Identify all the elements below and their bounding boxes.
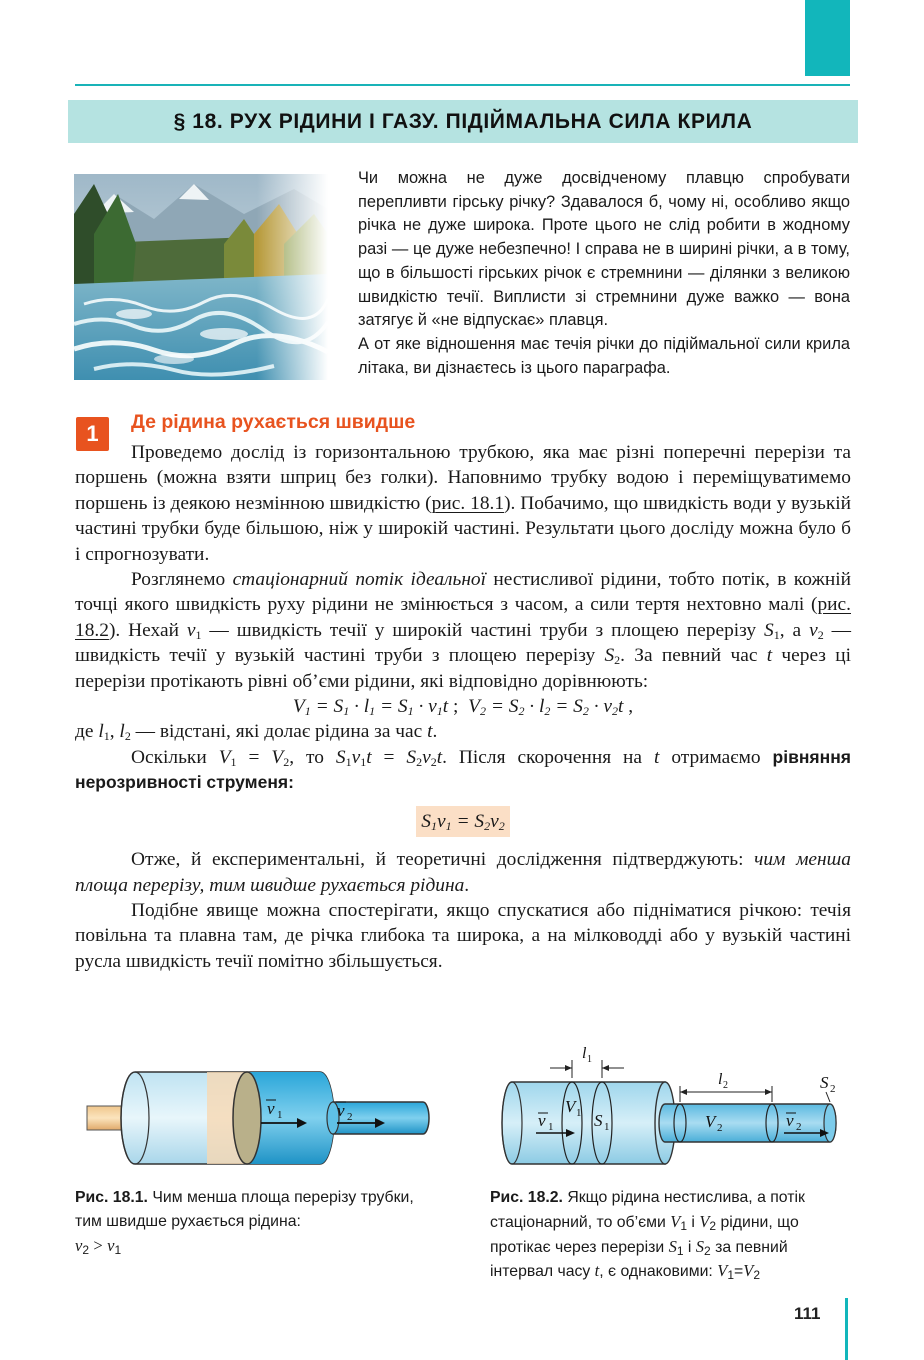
svg-text:1: 1 xyxy=(277,1109,283,1121)
formula-continuity-wrap xyxy=(75,806,851,837)
svg-text:2: 2 xyxy=(830,1083,836,1095)
figure-reference[interactable]: рис. 18.2 xyxy=(75,594,851,641)
svg-text:v: v xyxy=(538,1111,546,1130)
figure-18-1-caption: Рис. 18.1. Чим менша площа перерізу трубки, тим швидше рухається рідина: $v_2 > v_1$ xyxy=(75,1189,414,1257)
figure-18-2-caption: Рис. 18.2. Якщо рідина нестислива, а потік стаціонарний, то об’єми $V_1$ і $V_2$ рідини, що протікає через перерізи $S_1$ і $S_2$ за певний інтервал часу t, є однаковими: $V_1=V_2$ xyxy=(490,1189,805,1283)
section-title: Де рідина рухається швидше xyxy=(131,411,416,433)
page-title: § 18. РУХ РІДИНИ І ГАЗУ. ПІДІЙМАЛЬНА СИЛА КРИЛА xyxy=(173,109,753,133)
paragraph: Проведемо дослід із горизонтальною трубкою, яка має різні поперечні перерізи та поршень (можна взяти шприц без голки). Наповнимо трубку водою і переміщуватимемо поршень із деякою незмінною швидкістю (рис. 18.1). Побачимо, що швидкість води у вузькій частині трубки буде більшою, ніж у широкій частині. Результати цього досліду можна було б і спрогнозувати. xyxy=(75,442,852,565)
svg-text:1: 1 xyxy=(587,1054,592,1065)
main-text xyxy=(75,440,851,974)
header-rule xyxy=(75,84,850,86)
section-number-badge: 1 xyxy=(76,417,109,451)
svg-text:1: 1 xyxy=(604,1121,610,1133)
title-band xyxy=(68,100,858,143)
svg-text:v: v xyxy=(786,1111,794,1130)
figure-18-2 xyxy=(490,1040,850,1180)
continuity-equation-term: рівняння нерозривності струменя: xyxy=(75,746,851,793)
continuity-formula: $S_1v_1 = S_2v_2$ xyxy=(416,806,509,837)
figure-18-1 xyxy=(75,1060,435,1180)
svg-text:v: v xyxy=(267,1099,275,1118)
svg-text:1: 1 xyxy=(548,1121,554,1133)
svg-text:2: 2 xyxy=(723,1080,728,1091)
figure-reference[interactable]: рис. 18.1 xyxy=(431,492,505,514)
mountain-river-photo xyxy=(74,174,328,380)
svg-text:V: V xyxy=(565,1097,576,1116)
paragraph: Розглянемо стаціонарний потік ідеальної нестисливої рідини, тобто потік, в кожній точці якого швидкість руху рідини не змінюється з часом, а сили тертя нехтовно малі (рис. 18.2). Нехай $v_1$ — швидкість течії у широкій частині труби з площею перерізу $S_1$, а $v_2$ — швидкість течії у вузькій частині труби з площею перерізу $S_2$. За певний час t через ці перерізи протікають рівні об’єми рідини, які відповідно дорівнюють: xyxy=(75,569,852,692)
svg-text:v: v xyxy=(337,1101,345,1120)
svg-text:l: l xyxy=(718,1071,723,1088)
page-number: 111 xyxy=(794,1304,821,1323)
intro-paragraph: Чи можна не дуже досвідченому плавцю спробувати перепливти гірську річку? Здавалося б, чому ні, особливо якщо річка не дуже широка. Проте цього не слід робити в жодному разі — це дуже небезпечно! І справа не в ширині річки, а в тому, що в більшості гірських річок є стремнини — ділянки з великою швидкістю течії. Виплисти зі стремнини дуже важко — вона затягує й «не відпускає» плавця. xyxy=(358,169,850,330)
paragraph: Оскільки $V_1 = V_2$, то $S_1v_1t = S_2v_2t$. Після скорочення на t отримаємо рівняння нерозривності струменя: xyxy=(75,746,851,793)
svg-text:l: l xyxy=(582,1045,587,1062)
page-number-bar xyxy=(845,1298,848,1360)
svg-text:S: S xyxy=(594,1111,603,1130)
paragraph: Отже, й експериментальні, й теоретичні дослідження підтверджують: чим менша площа перерізу, тим швидше рухається рідина. xyxy=(75,849,851,896)
svg-text:2: 2 xyxy=(347,1111,353,1123)
paragraph: де $l_1$, $l_2$ — відстані, які долає рідина за час t. xyxy=(75,721,438,744)
svg-text:1: 1 xyxy=(576,1107,582,1119)
svg-text:S: S xyxy=(820,1073,829,1092)
svg-text:2: 2 xyxy=(796,1121,802,1133)
svg-text:2: 2 xyxy=(717,1122,723,1134)
corner-tab xyxy=(805,0,850,76)
formula-volumes: $V_1 = S_1 \cdot l_1 = S_1 \cdot v_1t$ ; $V_2 = S_2 \cdot l_2 = S_2 \cdot v_2t$ , xyxy=(292,696,634,719)
intro-text xyxy=(358,167,850,380)
paragraph: Подібне явище можна спостерігати, якщо спускатися або підніматися річкою: течія повільна та плавна там, де річка глибока та широка, а на мілководді або у вузькій частині русла швидкість течії помітно збільшується. xyxy=(75,899,851,972)
svg-text:V: V xyxy=(705,1112,716,1131)
intro-paragraph: А от яке відношення має течія річки до підіймальної сили крила літака, ви дізнаєтесь із цього параграфа. xyxy=(358,334,850,377)
